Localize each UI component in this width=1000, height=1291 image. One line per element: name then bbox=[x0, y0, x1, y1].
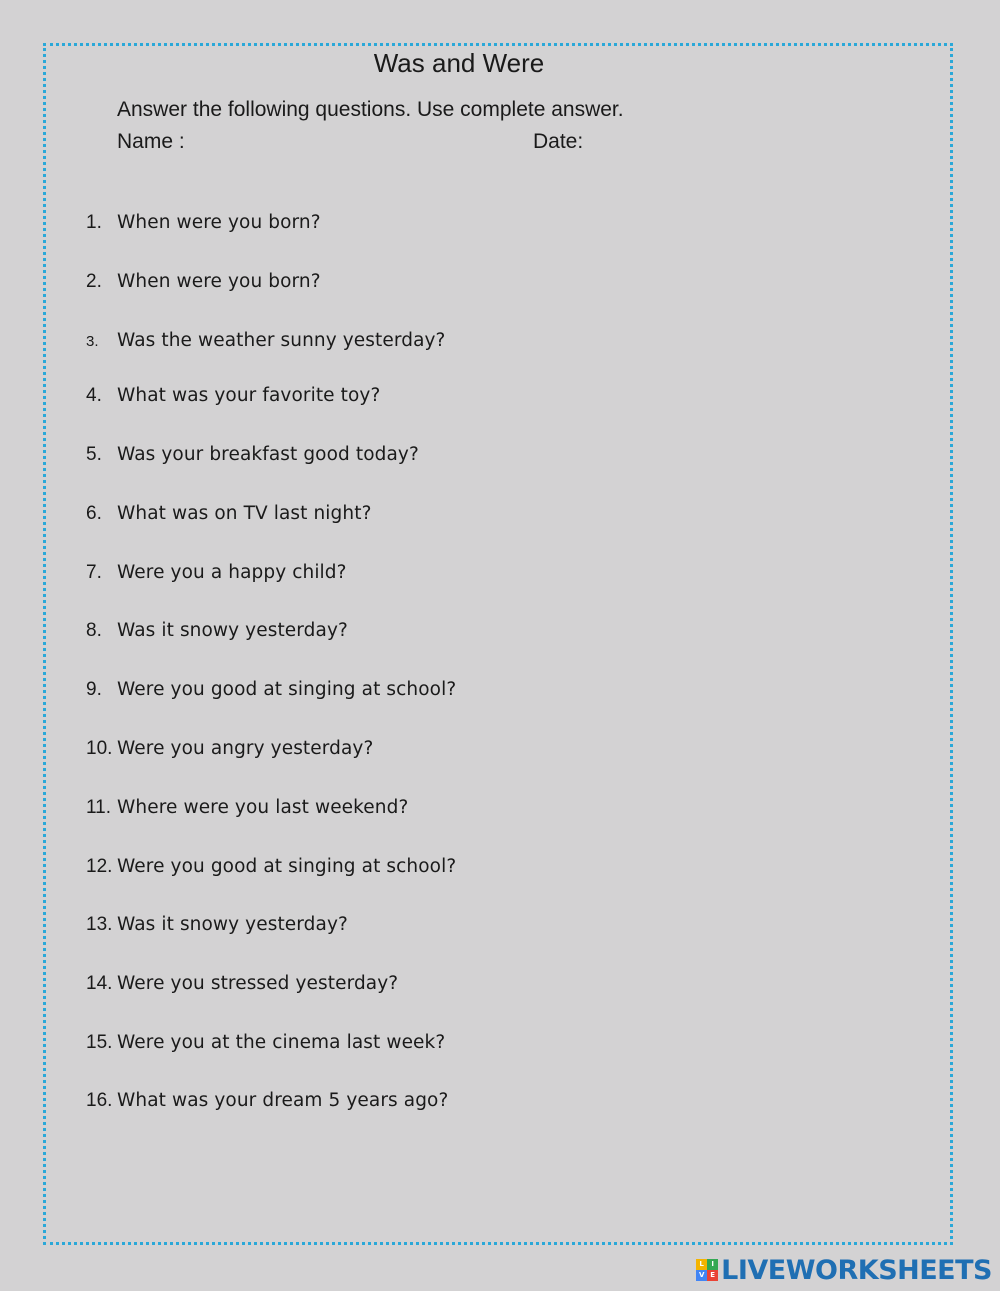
question-text: Were you a happy child? bbox=[117, 562, 347, 583]
question-number: 14. bbox=[86, 973, 113, 994]
question-text: Were you good at singing at school? bbox=[117, 856, 457, 877]
question-number: 5. bbox=[86, 444, 102, 465]
question-text: Were you stressed yesterday? bbox=[117, 973, 399, 994]
question-number: 3. bbox=[86, 333, 99, 350]
name-label: Name : bbox=[117, 130, 185, 153]
question-number: 13. bbox=[86, 914, 113, 935]
question-number: 16. bbox=[86, 1090, 113, 1111]
question-text: Were you angry yesterday? bbox=[117, 738, 374, 759]
question-text: What was your favorite toy? bbox=[117, 385, 381, 406]
question-text: Were you at the cinema last week? bbox=[117, 1032, 446, 1053]
liveworksheets-logo[interactable] bbox=[696, 1255, 992, 1285]
logo-icon-letter: V bbox=[696, 1270, 707, 1281]
question-text: When were you born? bbox=[117, 271, 321, 292]
question-number: 15. bbox=[86, 1032, 113, 1053]
worksheet-title: Was and Were bbox=[373, 48, 545, 78]
logo-icon-letter: I bbox=[707, 1259, 718, 1270]
question-text: Where were you last weekend? bbox=[117, 797, 409, 818]
question-number: 11. bbox=[86, 797, 112, 818]
question-number: 9. bbox=[86, 679, 102, 700]
question-number: 12. bbox=[86, 856, 113, 877]
date-label: Date: bbox=[533, 130, 584, 153]
question-text: Were you good at singing at school? bbox=[117, 679, 457, 700]
question-number: 1. bbox=[86, 212, 102, 233]
question-number: 7. bbox=[86, 562, 102, 583]
question-text: What was on TV last night? bbox=[117, 503, 372, 524]
question-text: Was it snowy yesterday? bbox=[117, 620, 348, 641]
liveworksheets-logo-text: LIVEWORKSHEETS bbox=[721, 1254, 992, 1286]
question-text: Was the weather sunny yesterday? bbox=[117, 330, 446, 351]
question-text: Was it snowy yesterday? bbox=[117, 914, 348, 935]
question-number: 2. bbox=[86, 271, 102, 292]
logo-icon-letter: L bbox=[696, 1259, 707, 1270]
question-number: 10. bbox=[86, 738, 113, 759]
question-number: 4. bbox=[86, 385, 102, 406]
question-text: Was your breakfast good today? bbox=[117, 444, 419, 465]
question-number: 8. bbox=[86, 620, 102, 641]
liveworksheets-logo-icon bbox=[696, 1259, 718, 1281]
instruction-text: Answer the following questions. Use complete answer. bbox=[117, 98, 624, 121]
question-text: When were you born? bbox=[117, 212, 321, 233]
logo-icon-letter: E bbox=[707, 1270, 718, 1281]
question-number: 6. bbox=[86, 503, 102, 524]
question-text: What was your dream 5 years ago? bbox=[117, 1090, 449, 1111]
